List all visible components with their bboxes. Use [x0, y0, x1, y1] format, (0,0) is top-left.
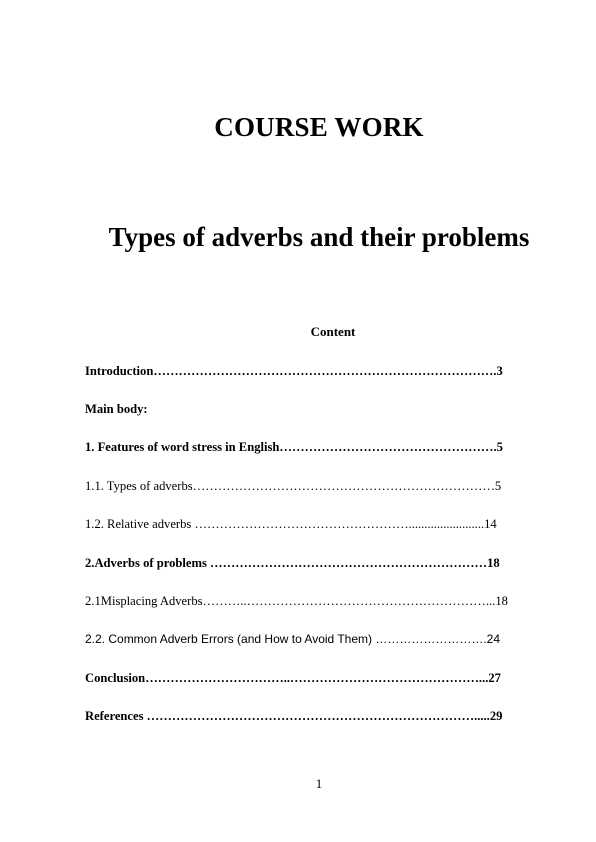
- toc-entry-types-of-adverbs: 1.1. Types of adverbs………………………………………………………………5: [85, 479, 502, 493]
- document-subtitle: Types of adverbs and their problems: [108, 222, 530, 252]
- toc-entry-introduction: Introduction……………………………………………………………………….3: [85, 364, 503, 378]
- toc-entry-misplacing-adverbs: 2.1Misplacing Adverbs………..…………………………………………………...18: [85, 594, 508, 608]
- toc-entry-main-body: Main body:: [85, 402, 148, 416]
- toc-entry-common-adverb-errors: 2.2. Common Adverb Errors (and How to Avoid Them) ……………………….24: [85, 632, 501, 646]
- page-number: 1: [315, 776, 323, 791]
- content-heading: Content: [310, 324, 356, 339]
- toc-entry-relative-adverbs: 1.2. Relative adverbs ……………………………………………........................14: [85, 517, 497, 531]
- toc-entry-conclusion: Conclusion……………………………..………………………………………...27: [85, 671, 501, 685]
- toc-entry-references: References …………………………………………………………………….....29: [85, 709, 503, 723]
- toc-entry-adverbs-of-problems: 2.Adverbs of problems …………………………………………………………18: [85, 556, 500, 570]
- document-title: COURSE WORK: [214, 112, 424, 142]
- toc-entry-features-word-stress: 1. Features of word stress in English…………………………………………….5: [85, 440, 503, 454]
